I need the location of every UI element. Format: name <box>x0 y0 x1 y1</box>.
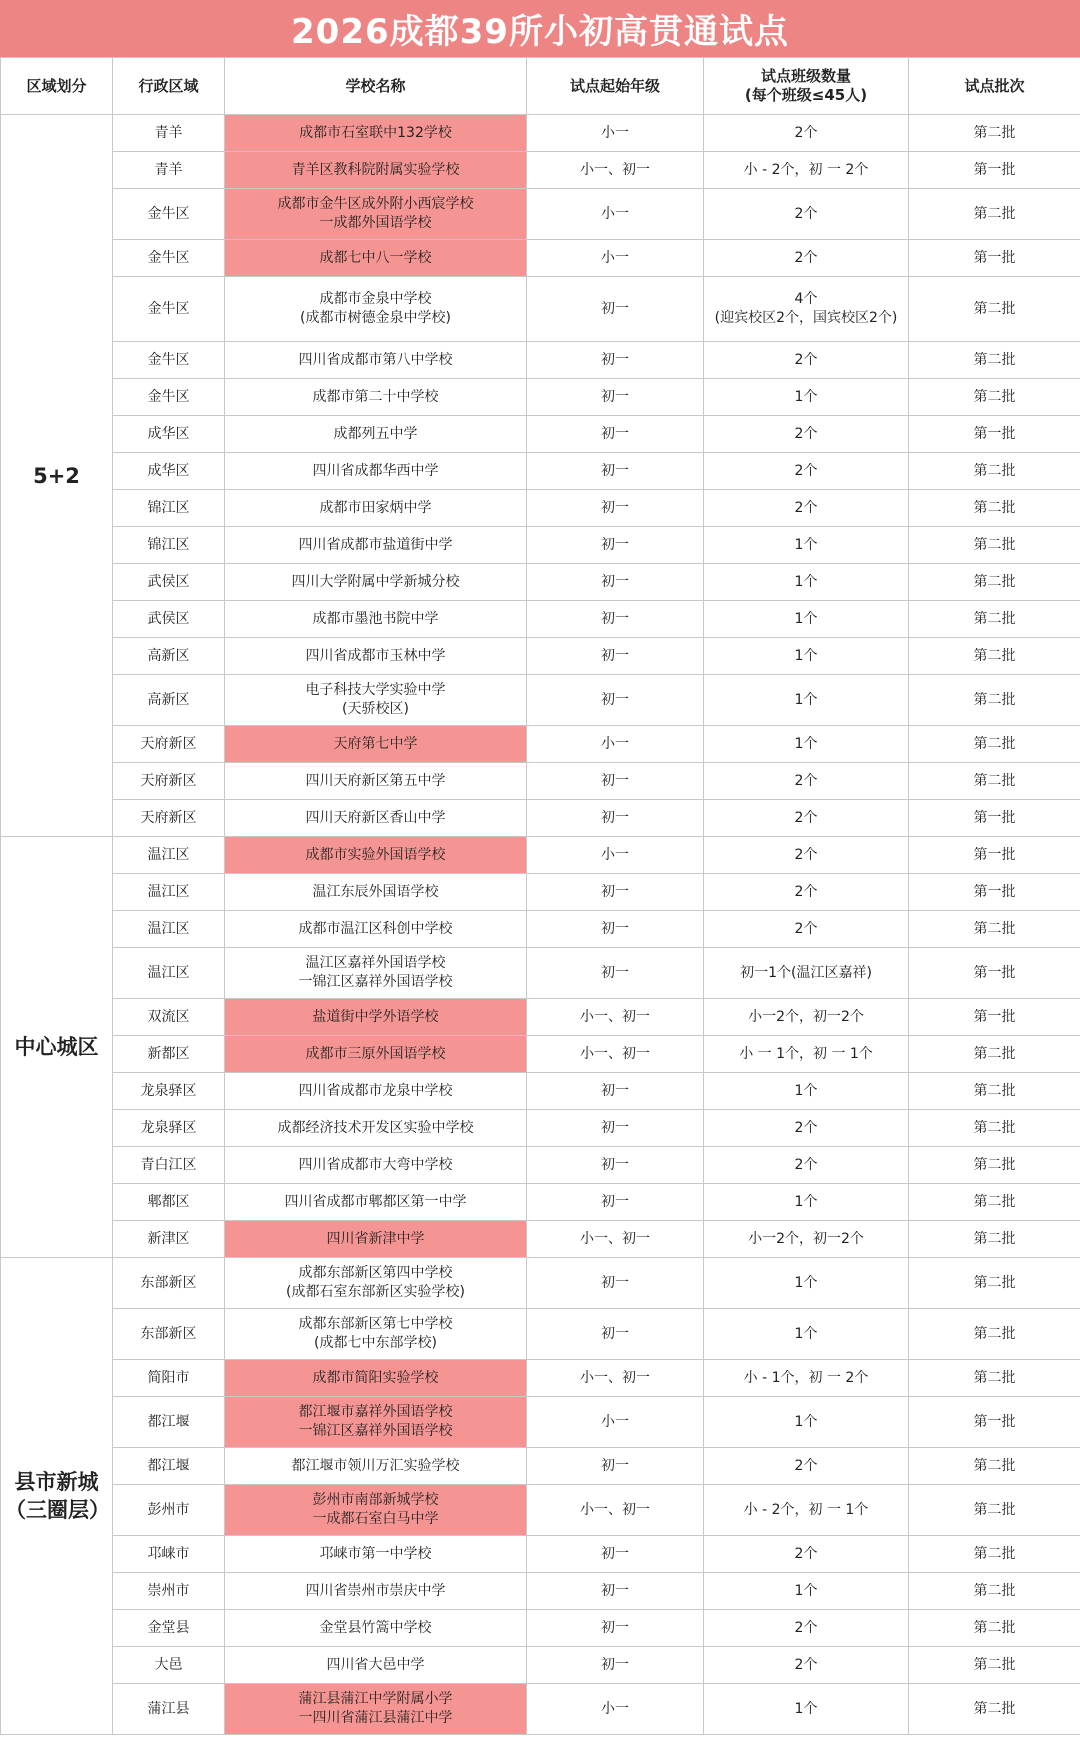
batch-cell: 第二批 <box>909 564 1080 601</box>
school-cell: 成都市田家炳中学 <box>225 490 527 527</box>
table-row <box>1 1258 1080 1309</box>
school-cell: 成都市墨池书院中学 <box>225 601 527 638</box>
batch-cell: 第一批 <box>909 800 1080 837</box>
class-count-cell: 4个 (迎宾校区2个，国宾校区2个) <box>704 277 909 342</box>
class-count-cell: 2个 <box>704 800 909 837</box>
table-row <box>1 1036 1080 1073</box>
start-grade-cell: 小一 <box>527 1684 704 1735</box>
batch-cell: 第一批 <box>909 152 1080 189</box>
header-batch: 试点批次 <box>909 58 1080 115</box>
class-count-cell: 1个 <box>704 564 909 601</box>
district-cell: 高新区 <box>113 675 225 726</box>
start-grade-cell: 初一 <box>527 1610 704 1647</box>
table-row <box>1 564 1080 601</box>
class-count-cell: 1个 <box>704 1258 909 1309</box>
table-row <box>1 115 1080 152</box>
batch-cell: 第一批 <box>909 240 1080 277</box>
class-count-cell: 2个 <box>704 911 909 948</box>
district-cell: 高新区 <box>113 638 225 675</box>
class-count-cell: 2个 <box>704 490 909 527</box>
start-grade-cell: 初一 <box>527 675 704 726</box>
batch-cell: 第二批 <box>909 490 1080 527</box>
district-cell: 金牛区 <box>113 240 225 277</box>
batch-cell: 第二批 <box>909 1221 1080 1258</box>
class-count-cell: 小 一 1个，初 一 1个 <box>704 1036 909 1073</box>
start-grade-cell: 初一 <box>527 490 704 527</box>
class-count-cell: 1个 <box>704 1309 909 1360</box>
start-grade-cell: 初一 <box>527 1073 704 1110</box>
school-cell: 成都市简阳实验学校 <box>225 1360 527 1397</box>
batch-cell: 第一批 <box>909 1397 1080 1448</box>
batch-cell: 第二批 <box>909 1647 1080 1684</box>
batch-cell: 第二批 <box>909 453 1080 490</box>
table-row <box>1 999 1080 1036</box>
district-cell: 天府新区 <box>113 800 225 837</box>
batch-cell: 第一批 <box>909 999 1080 1036</box>
table-row <box>1 948 1080 999</box>
district-cell: 温江区 <box>113 948 225 999</box>
table-row <box>1 726 1080 763</box>
batch-cell: 第二批 <box>909 379 1080 416</box>
class-count-cell: 2个 <box>704 1147 909 1184</box>
school-cell: 成都东部新区第七中学校 (成都七中东部学校) <box>225 1309 527 1360</box>
class-count-cell: 小一2个，初一2个 <box>704 1221 909 1258</box>
district-cell: 龙泉驿区 <box>113 1110 225 1147</box>
start-grade-cell: 初一 <box>527 911 704 948</box>
class-count-cell: 1个 <box>704 379 909 416</box>
table-row <box>1 240 1080 277</box>
school-cell: 青羊区教科院附属实验学校 <box>225 152 527 189</box>
district-cell: 蒲江县 <box>113 1684 225 1735</box>
start-grade-cell: 初一 <box>527 277 704 342</box>
table-row <box>1 1536 1080 1573</box>
district-cell: 彭州市 <box>113 1485 225 1536</box>
start-grade-cell: 初一 <box>527 1258 704 1309</box>
batch-cell: 第一批 <box>909 837 1080 874</box>
school-cell: 四川大学附属中学新城分校 <box>225 564 527 601</box>
district-cell: 温江区 <box>113 911 225 948</box>
class-count-cell: 2个 <box>704 416 909 453</box>
table-row <box>1 1610 1080 1647</box>
school-cell: 成都市第二十中学校 <box>225 379 527 416</box>
class-count-cell: 2个 <box>704 1610 909 1647</box>
table-row <box>1 152 1080 189</box>
school-cell: 邛崃市第一中学校 <box>225 1536 527 1573</box>
table-row <box>1 527 1080 564</box>
start-grade-cell: 小一、初一 <box>527 1036 704 1073</box>
class-count-cell: 1个 <box>704 601 909 638</box>
start-grade-cell: 初一 <box>527 527 704 564</box>
start-grade-cell: 初一 <box>527 1110 704 1147</box>
table-row <box>1 601 1080 638</box>
table-row <box>1 1360 1080 1397</box>
batch-cell: 第二批 <box>909 1147 1080 1184</box>
school-cell: 四川省成都市第八中学校 <box>225 342 527 379</box>
class-count-cell: 2个 <box>704 1448 909 1485</box>
district-cell: 新津区 <box>113 1221 225 1258</box>
start-grade-cell: 初一 <box>527 564 704 601</box>
region-cell: 县市新城 （三圈层） <box>1 1258 113 1735</box>
start-grade-cell: 初一 <box>527 453 704 490</box>
district-cell: 金牛区 <box>113 277 225 342</box>
table-row <box>1 490 1080 527</box>
class-count-cell: 小 - 1个，初 一 2个 <box>704 1360 909 1397</box>
start-grade-cell: 初一 <box>527 379 704 416</box>
header-district: 行政区域 <box>113 58 225 115</box>
district-cell: 简阳市 <box>113 1360 225 1397</box>
district-cell: 崇州市 <box>113 1573 225 1610</box>
school-cell: 四川省成都市玉林中学 <box>225 638 527 675</box>
district-cell: 都江堰 <box>113 1397 225 1448</box>
class-count-cell: 2个 <box>704 874 909 911</box>
table-row <box>1 342 1080 379</box>
batch-cell: 第二批 <box>909 601 1080 638</box>
table-row <box>1 837 1080 874</box>
class-count-cell: 2个 <box>704 1647 909 1684</box>
batch-cell: 第二批 <box>909 675 1080 726</box>
school-cell: 蒲江县蒲江中学附属小学 一四川省蒲江县蒲江中学 <box>225 1684 527 1735</box>
table-row <box>1 379 1080 416</box>
batch-cell: 第一批 <box>909 416 1080 453</box>
district-cell: 武侯区 <box>113 564 225 601</box>
school-cell: 成都市实验外国语学校 <box>225 837 527 874</box>
start-grade-cell: 初一 <box>527 1647 704 1684</box>
class-count-cell: 1个 <box>704 1573 909 1610</box>
start-grade-cell: 初一 <box>527 1448 704 1485</box>
table-row <box>1 874 1080 911</box>
table-row <box>1 1397 1080 1448</box>
start-grade-cell: 小一、初一 <box>527 1360 704 1397</box>
district-cell: 都江堰 <box>113 1448 225 1485</box>
batch-cell: 第二批 <box>909 1610 1080 1647</box>
school-cell: 彭州市南部新城学校 一成都石室白马中学 <box>225 1485 527 1536</box>
table-body <box>1 115 1080 1735</box>
batch-cell: 第二批 <box>909 1036 1080 1073</box>
region-cell: 中心城区 <box>1 837 113 1258</box>
school-cell: 成都七中八一学校 <box>225 240 527 277</box>
school-cell: 都江堰市领川万汇实验学校 <box>225 1448 527 1485</box>
school-cell: 四川省新津中学 <box>225 1221 527 1258</box>
district-cell: 龙泉驿区 <box>113 1073 225 1110</box>
start-grade-cell: 小一 <box>527 837 704 874</box>
school-cell: 成都市三原外国语学校 <box>225 1036 527 1073</box>
table-row <box>1 675 1080 726</box>
school-cell: 成都市金牛区成外附小西宸学校 一成都外国语学校 <box>225 189 527 240</box>
class-count-cell: 1个 <box>704 1073 909 1110</box>
class-count-cell: 1个 <box>704 638 909 675</box>
batch-cell: 第二批 <box>909 1536 1080 1573</box>
batch-cell: 第二批 <box>909 342 1080 379</box>
school-cell: 四川省成都市大弯中学校 <box>225 1147 527 1184</box>
class-count-cell: 2个 <box>704 115 909 152</box>
district-cell: 新都区 <box>113 1036 225 1073</box>
class-count-cell: 2个 <box>704 763 909 800</box>
table-row <box>1 1448 1080 1485</box>
table-row <box>1 1184 1080 1221</box>
start-grade-cell: 初一 <box>527 342 704 379</box>
header-start-grade: 试点起始年级 <box>527 58 704 115</box>
class-count-cell: 1个 <box>704 1684 909 1735</box>
school-cell: 电子科技大学实验中学 (天骄校区) <box>225 675 527 726</box>
header-row <box>1 58 1080 115</box>
header-region: 区域划分 <box>1 58 113 115</box>
batch-cell: 第二批 <box>909 638 1080 675</box>
class-count-cell: 小 - 2个，初 一 2个 <box>704 152 909 189</box>
batch-cell: 第二批 <box>909 1258 1080 1309</box>
school-cell: 四川省成都市盐道街中学 <box>225 527 527 564</box>
start-grade-cell: 小一 <box>527 115 704 152</box>
school-cell: 四川省大邑中学 <box>225 1647 527 1684</box>
school-cell: 温江区嘉祥外国语学校 一锦江区嘉祥外国语学校 <box>225 948 527 999</box>
school-cell: 天府第七中学 <box>225 726 527 763</box>
district-cell: 金牛区 <box>113 379 225 416</box>
batch-cell: 第二批 <box>909 1573 1080 1610</box>
school-cell: 成都市温江区科创中学校 <box>225 911 527 948</box>
table-row <box>1 1647 1080 1684</box>
batch-cell: 第一批 <box>909 874 1080 911</box>
class-count-cell: 2个 <box>704 1110 909 1147</box>
batch-cell: 第二批 <box>909 1485 1080 1536</box>
district-cell: 东部新区 <box>113 1258 225 1309</box>
class-count-cell: 1个 <box>704 726 909 763</box>
table-row <box>1 1485 1080 1536</box>
table-row <box>1 1110 1080 1147</box>
start-grade-cell: 小一 <box>527 189 704 240</box>
district-cell: 金堂县 <box>113 1610 225 1647</box>
region-cell: 5+2 <box>1 115 113 837</box>
start-grade-cell: 初一 <box>527 601 704 638</box>
class-count-cell: 2个 <box>704 189 909 240</box>
header-school: 学校名称 <box>225 58 527 115</box>
table-row <box>1 911 1080 948</box>
class-count-cell: 1个 <box>704 527 909 564</box>
start-grade-cell: 小一、初一 <box>527 1221 704 1258</box>
district-cell: 锦江区 <box>113 527 225 564</box>
batch-cell: 第二批 <box>909 1309 1080 1360</box>
district-cell: 青羊 <box>113 115 225 152</box>
school-cell: 金堂县竹篙中学校 <box>225 1610 527 1647</box>
district-cell: 锦江区 <box>113 490 225 527</box>
batch-cell: 第二批 <box>909 277 1080 342</box>
start-grade-cell: 初一 <box>527 874 704 911</box>
table-row <box>1 277 1080 342</box>
district-cell: 青羊 <box>113 152 225 189</box>
district-cell: 郫都区 <box>113 1184 225 1221</box>
batch-cell: 第二批 <box>909 189 1080 240</box>
start-grade-cell: 小一 <box>527 240 704 277</box>
batch-cell: 第二批 <box>909 1110 1080 1147</box>
district-cell: 温江区 <box>113 837 225 874</box>
batch-cell: 第二批 <box>909 1360 1080 1397</box>
table-row <box>1 189 1080 240</box>
start-grade-cell: 初一 <box>527 1573 704 1610</box>
table-row <box>1 1147 1080 1184</box>
table-row <box>1 763 1080 800</box>
batch-cell: 第二批 <box>909 115 1080 152</box>
start-grade-cell: 小一、初一 <box>527 1485 704 1536</box>
start-grade-cell: 初一 <box>527 763 704 800</box>
table-row <box>1 800 1080 837</box>
batch-cell: 第二批 <box>909 1184 1080 1221</box>
school-cell: 四川省崇州市崇庆中学 <box>225 1573 527 1610</box>
start-grade-cell: 小一、初一 <box>527 999 704 1036</box>
class-count-cell: 2个 <box>704 342 909 379</box>
start-grade-cell: 初一 <box>527 1309 704 1360</box>
start-grade-cell: 初一 <box>527 638 704 675</box>
district-cell: 天府新区 <box>113 763 225 800</box>
batch-cell: 第二批 <box>909 1448 1080 1485</box>
table-row <box>1 1073 1080 1110</box>
district-cell: 天府新区 <box>113 726 225 763</box>
table-row <box>1 1684 1080 1735</box>
table-row <box>1 1221 1080 1258</box>
start-grade-cell: 初一 <box>527 416 704 453</box>
start-grade-cell: 小一 <box>527 1397 704 1448</box>
district-cell: 成华区 <box>113 416 225 453</box>
header-class-count: 试点班级数量 (每个班级≤45人) <box>704 58 909 115</box>
district-cell: 大邑 <box>113 1647 225 1684</box>
table-row <box>1 416 1080 453</box>
class-count-cell: 初一1个(温江区嘉祥) <box>704 948 909 999</box>
table-row <box>1 453 1080 490</box>
school-cell: 四川天府新区第五中学 <box>225 763 527 800</box>
class-count-cell: 小一2个，初一2个 <box>704 999 909 1036</box>
school-cell: 四川天府新区香山中学 <box>225 800 527 837</box>
start-grade-cell: 初一 <box>527 800 704 837</box>
page-title: 2026成都39所小初高贯通试点 <box>0 0 1080 57</box>
school-cell: 温江东辰外国语学校 <box>225 874 527 911</box>
class-count-cell: 2个 <box>704 837 909 874</box>
class-count-cell: 1个 <box>704 1397 909 1448</box>
start-grade-cell: 小一 <box>527 726 704 763</box>
start-grade-cell: 小一、初一 <box>527 152 704 189</box>
district-cell: 双流区 <box>113 999 225 1036</box>
school-cell: 成都市金泉中学校 (成都市树德金泉中学校) <box>225 277 527 342</box>
school-cell: 四川省成都市郫都区第一中学 <box>225 1184 527 1221</box>
start-grade-cell: 初一 <box>527 1536 704 1573</box>
batch-cell: 第二批 <box>909 1073 1080 1110</box>
district-cell: 金牛区 <box>113 342 225 379</box>
class-count-cell: 2个 <box>704 1536 909 1573</box>
table-row <box>1 1309 1080 1360</box>
table-row <box>1 638 1080 675</box>
school-cell: 成都列五中学 <box>225 416 527 453</box>
start-grade-cell: 初一 <box>527 1184 704 1221</box>
district-cell: 邛崃市 <box>113 1536 225 1573</box>
batch-cell: 第二批 <box>909 1684 1080 1735</box>
table-row <box>1 1573 1080 1610</box>
school-cell: 成都东部新区第四中学校 (成都石室东部新区实验学校) <box>225 1258 527 1309</box>
class-count-cell: 1个 <box>704 675 909 726</box>
school-cell: 四川省成都市龙泉中学校 <box>225 1073 527 1110</box>
batch-cell: 第二批 <box>909 911 1080 948</box>
district-cell: 金牛区 <box>113 189 225 240</box>
class-count-cell: 1个 <box>704 1184 909 1221</box>
school-cell: 都江堰市嘉祥外国语学校 一锦江区嘉祥外国语学校 <box>225 1397 527 1448</box>
school-cell: 成都经济技术开发区实验中学校 <box>225 1110 527 1147</box>
batch-cell: 第一批 <box>909 948 1080 999</box>
school-cell: 成都市石室联中132学校 <box>225 115 527 152</box>
class-count-cell: 2个 <box>704 453 909 490</box>
class-count-cell: 2个 <box>704 240 909 277</box>
start-grade-cell: 初一 <box>527 1147 704 1184</box>
start-grade-cell: 初一 <box>527 948 704 999</box>
district-cell: 东部新区 <box>113 1309 225 1360</box>
batch-cell: 第二批 <box>909 726 1080 763</box>
district-cell: 武侯区 <box>113 601 225 638</box>
district-cell: 温江区 <box>113 874 225 911</box>
district-cell: 青白江区 <box>113 1147 225 1184</box>
class-count-cell: 小 - 2个，初 一 1个 <box>704 1485 909 1536</box>
batch-cell: 第二批 <box>909 527 1080 564</box>
batch-cell: 第二批 <box>909 763 1080 800</box>
school-cell: 四川省成都华西中学 <box>225 453 527 490</box>
school-cell: 盐道街中学外语学校 <box>225 999 527 1036</box>
district-cell: 成华区 <box>113 453 225 490</box>
schools-table <box>0 57 1080 1735</box>
